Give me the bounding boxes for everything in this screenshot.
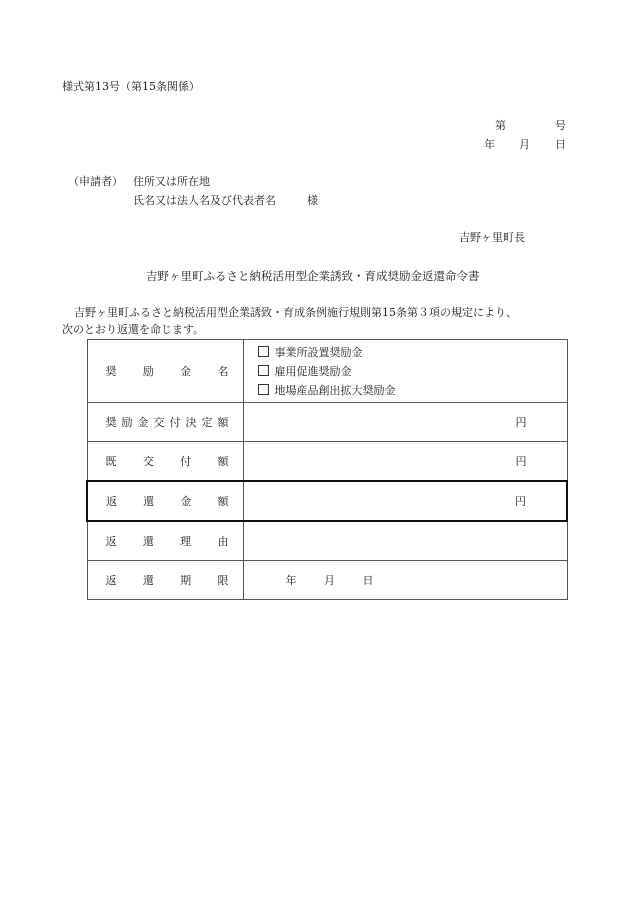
option-label: 地場産品創出拡大奨励金 xyxy=(274,383,396,397)
repayment-reason-field[interactable] xyxy=(243,521,567,561)
repayment-amount-field[interactable] xyxy=(243,481,567,521)
option-employment-promotion[interactable] xyxy=(244,362,567,381)
issuer: 吉野ヶ里町長 xyxy=(459,231,525,244)
decision-amount-label: 奨励金交付決定額 xyxy=(87,403,243,442)
repayment-table xyxy=(86,339,568,600)
repayment-deadline-field[interactable] xyxy=(243,561,567,600)
yen-unit: 円 xyxy=(515,455,527,468)
table-row xyxy=(87,561,567,600)
applicant-name-label: 氏名又は法人名及び代表者名 xyxy=(133,194,276,207)
document-number-suffix: 号 xyxy=(555,119,566,132)
checkbox-icon[interactable] xyxy=(258,346,269,357)
deadline-month: 月 xyxy=(324,574,335,587)
applicant-label: （申請者） xyxy=(68,175,123,188)
table-row xyxy=(87,481,567,521)
table-row xyxy=(87,521,567,561)
incentive-options xyxy=(243,340,567,403)
honorific: 様 xyxy=(307,194,318,207)
form-number: 様式第13号（第15条関係） xyxy=(62,80,200,93)
option-label: 事業所設置奨励金 xyxy=(274,345,363,359)
checkbox-icon[interactable] xyxy=(258,384,269,395)
table-row xyxy=(87,340,567,403)
option-local-product[interactable] xyxy=(244,381,567,400)
yen-unit: 円 xyxy=(515,495,526,508)
issue-date-year: 年 xyxy=(484,138,495,151)
option-office-establishment[interactable] xyxy=(244,343,567,362)
document-title: 吉野ヶ里町ふるさと納税活用型企業誘致・育成奨励金返還命令書 xyxy=(146,269,480,283)
deadline-day: 日 xyxy=(362,574,374,587)
table-row xyxy=(87,403,567,442)
checkbox-icon[interactable] xyxy=(258,365,269,376)
deadline-year: 年 xyxy=(285,574,297,587)
issue-date-month: 月 xyxy=(519,138,530,151)
decision-amount-field[interactable] xyxy=(243,403,567,442)
body-line-2: 次のとおり返還を命じます。 xyxy=(62,323,205,336)
option-label: 雇用促進奨励金 xyxy=(274,364,352,378)
repayment-amount-label: 返還金額 xyxy=(87,481,243,521)
paid-amount-field[interactable] xyxy=(243,442,567,482)
table-row xyxy=(87,442,567,482)
applicant-address-label: 住所又は所在地 xyxy=(133,175,210,188)
body-line-1: 吉野ヶ里町ふるさと納税活用型企業誘致・育成条例施行規則第15条第３項の規定により、 xyxy=(74,306,517,319)
paid-amount-label: 既交付額 xyxy=(87,442,243,482)
issue-date-day: 日 xyxy=(555,138,566,151)
incentive-name-label: 奨励金名 xyxy=(87,340,243,403)
repayment-reason-label: 返還理由 xyxy=(87,521,243,561)
yen-unit: 円 xyxy=(515,416,527,429)
repayment-deadline-label: 返還期限 xyxy=(87,561,243,600)
document-number-prefix: 第 xyxy=(495,119,506,132)
